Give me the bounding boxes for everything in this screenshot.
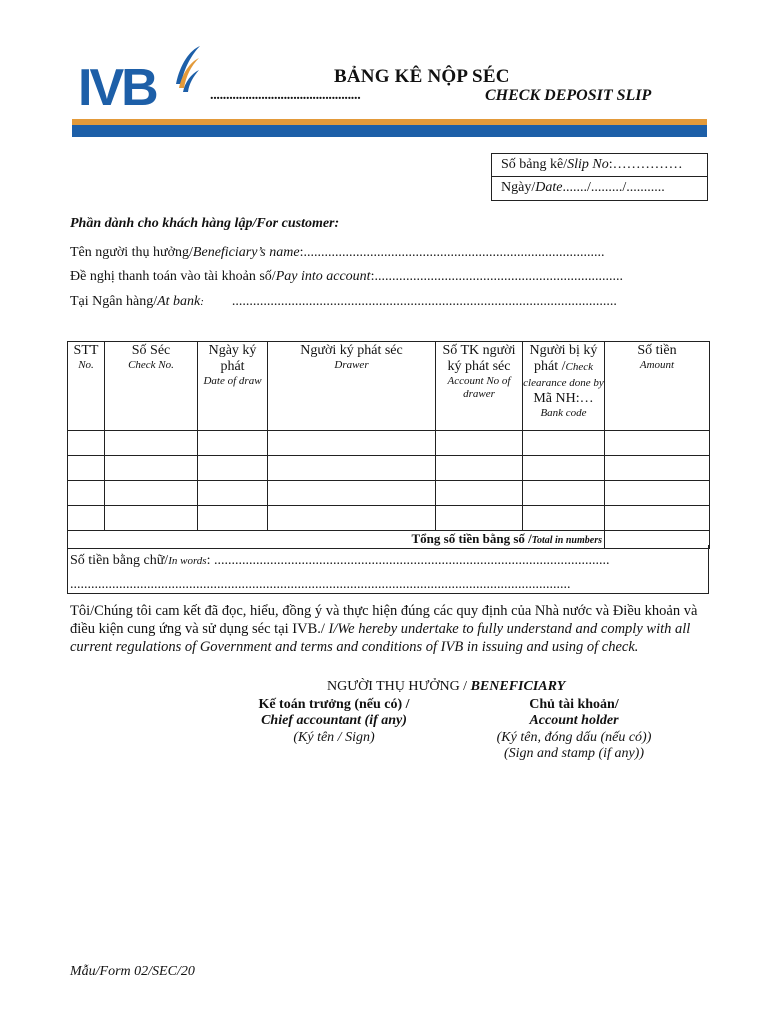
col-clearance-vn: Người bị ký phát / [529, 343, 598, 374]
table-cell[interactable] [68, 481, 105, 506]
col-check-no-en: Check No. [128, 359, 174, 371]
table-cell[interactable] [105, 456, 198, 481]
table-cell[interactable] [105, 431, 198, 456]
chief-accountant-en: Chief accountant (if any) [261, 713, 407, 728]
in-words-label-en: In words [168, 555, 207, 567]
col-bank-code-vn: Mã NH:… [533, 391, 594, 406]
col-drawer-vn: Người ký phát séc [300, 343, 403, 358]
table-cell[interactable] [105, 506, 198, 531]
table-row [68, 506, 710, 531]
slip-info-box [491, 153, 708, 201]
account-label: Đề nghị thanh toán vào tài khoản số/ [70, 269, 276, 284]
table-row [68, 431, 710, 456]
col-check-no-vn: Số Séc [131, 343, 171, 358]
beneficiary-heading [327, 679, 565, 695]
table-cell[interactable] [105, 481, 198, 506]
beneficiary-dots: :...................................................................................... [299, 245, 605, 260]
col-drawer-en: Drawer [334, 359, 369, 371]
beneficiary-label-en: Beneficiary’s name [192, 245, 300, 260]
account-holder-vn: Chủ tài khoản/ [529, 697, 619, 712]
col-amount-en: Amount [639, 359, 675, 371]
table-cell[interactable] [198, 431, 268, 456]
table-cell[interactable] [268, 481, 436, 506]
table-cell[interactable] [436, 456, 523, 481]
col-clearance-small: Check clearance done by [523, 361, 604, 389]
account-holder-sign-vn: (Ký tên, đóng dấu (nếu có)) [496, 730, 652, 745]
account-holder-en: Account holder [529, 713, 619, 728]
slip-no-label: Số bảng kê/ [501, 157, 568, 172]
total-label-en: Total in numbers [531, 535, 602, 546]
col-account-en: Account No of drawer [447, 375, 511, 400]
col-header-clearance [523, 342, 605, 431]
slip-no-field[interactable] [492, 154, 707, 177]
slip-no-dots: :…………… [608, 157, 683, 172]
in-words-dots: : ................................................................................................................. [206, 553, 610, 568]
table-cell[interactable] [68, 506, 105, 531]
bank-label-en: At bank [157, 294, 201, 309]
table-cell[interactable] [68, 456, 105, 481]
form-code: Mẫu/Form 02/SEC/20 [70, 964, 195, 979]
account-label-en: Pay into account [275, 269, 371, 284]
table-cell[interactable] [198, 506, 268, 531]
col-amount-vn: Số tiền [637, 343, 677, 358]
in-words-line-2: ............................................................................................................................................... [70, 577, 571, 592]
col-header-check-no [105, 342, 198, 431]
date-field[interactable] [492, 177, 707, 200]
commitment-en: I/We hereby undertake to fully understand and comply with all current regulations of Government and terms and conditions of IVB in issuing and using of check. [70, 621, 691, 655]
col-date-en: Date of draw [203, 375, 262, 387]
table-row [68, 481, 710, 506]
date-dots: ......./........./........... [562, 180, 665, 195]
table-cell[interactable] [198, 456, 268, 481]
col-no-vn: STT [73, 343, 99, 358]
date-label-en: Date [535, 180, 563, 195]
col-account-vn: Số TK người ký phát séc [442, 343, 516, 374]
title-dots: ............................................... [210, 88, 361, 103]
check-table [67, 341, 710, 549]
table-cell[interactable] [268, 431, 436, 456]
table-cell[interactable] [436, 481, 523, 506]
total-label: Tổng số tiền bằng số / [411, 531, 532, 546]
col-date-vn: Ngày ký phát [208, 343, 257, 374]
table-cell[interactable] [605, 506, 710, 531]
col-no-en: No. [78, 359, 94, 371]
beneficiary-heading-en: BENEFICIARY [470, 679, 566, 694]
bank-dots: .............................................................................................................. [231, 294, 617, 309]
table-cell[interactable] [523, 456, 605, 481]
bank-label: Tại Ngân hàng/ [70, 294, 158, 309]
commitment-text [70, 602, 710, 656]
header-band-blue [72, 125, 707, 137]
col-header-amount [605, 342, 710, 431]
account-field[interactable] [70, 269, 623, 285]
table-cell[interactable] [198, 481, 268, 506]
bank-colon: : [200, 296, 204, 308]
account-dots: :....................................................................... [370, 269, 623, 284]
title-vn: BẢNG KÊ NỘP SÉC [334, 66, 510, 87]
table-cell[interactable] [436, 506, 523, 531]
table-cell[interactable] [523, 506, 605, 531]
commitment-vn: Tôi/Chúng tôi cam kết đã đọc, hiểu, đồng ý và thực hiện đúng các quy định của Nhà nước và Điều khoản và điều kiện cung ứng và sử dụng séc tại IVB./ [70, 603, 698, 637]
table-cell[interactable] [436, 431, 523, 456]
title-en: CHECK DEPOSIT SLIP [485, 87, 652, 104]
table-cell[interactable] [523, 431, 605, 456]
in-words-label: Số tiền bằng chữ/ [70, 553, 169, 568]
table-cell[interactable] [523, 481, 605, 506]
bank-field[interactable] [70, 294, 617, 310]
table-cell[interactable] [605, 456, 710, 481]
in-words-line [70, 553, 609, 569]
col-bank-code-en: Bank code [540, 407, 587, 419]
col-header-drawer [268, 342, 436, 431]
date-label: Ngày/ [501, 180, 536, 195]
logo-text: IVB [78, 59, 156, 110]
table-cell[interactable] [68, 431, 105, 456]
table-cell[interactable] [268, 456, 436, 481]
beneficiary-heading-vn: NGƯỜI THỤ HƯỞNG / [327, 679, 471, 694]
col-header-account [436, 342, 523, 431]
table-row [68, 456, 710, 481]
table-cell[interactable] [605, 481, 710, 506]
chief-accountant-vn: Kế toán trưởng (nếu có) / [258, 697, 410, 712]
beneficiary-label: Tên người thụ hưởng/ [70, 245, 193, 260]
chief-accountant-sign: (Ký tên / Sign) [293, 730, 375, 745]
table-cell[interactable] [268, 506, 436, 531]
account-holder-sign-en: (Sign and stamp (if any)) [504, 746, 644, 761]
table-header-row [68, 342, 710, 431]
customer-section-title: Phần dành cho khách hàng lập/For customer: [70, 216, 340, 231]
slip-no-label-en: Slip No [567, 157, 609, 172]
beneficiary-field[interactable] [70, 245, 604, 261]
table-cell[interactable] [605, 431, 710, 456]
col-header-date [198, 342, 268, 431]
ivb-logo [78, 44, 202, 110]
col-header-no [68, 342, 105, 431]
